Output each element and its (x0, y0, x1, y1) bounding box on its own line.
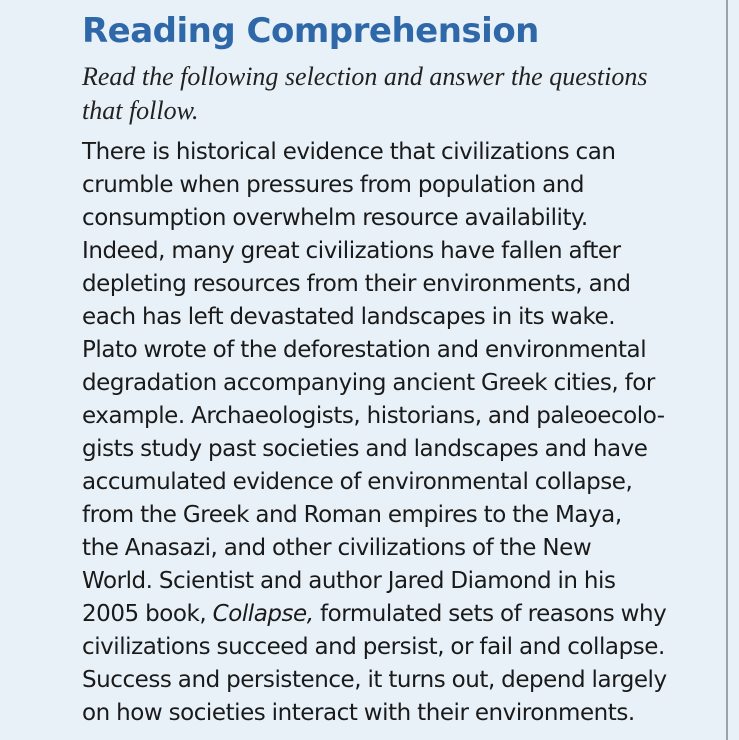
passage-line: on how societies interact with their environments. (82, 700, 635, 726)
right-margin-rule (726, 0, 728, 740)
passage-line: World. Scientist and author Jared Diamond in his (82, 568, 616, 594)
passage-line: the Anasazi, and other civilizations of the New (82, 535, 592, 561)
book-title: Collapse, (212, 601, 314, 627)
passage-line: Success and persistence, it turns out, depend largely (82, 667, 667, 693)
passage-line (82, 598, 722, 631)
passage-line: crumble when pressures from population and (82, 172, 585, 198)
passage-text: formulated sets of reasons why (313, 601, 667, 627)
passage (82, 136, 722, 730)
reading-section (82, 8, 722, 730)
passage-line: Plato wrote of the deforestation and environmental (82, 337, 647, 363)
passage-line: gists study past societies and landscapes and have (82, 436, 648, 462)
passage-line: degradation accompanying ancient Greek cities, for (82, 370, 655, 396)
passage-line: from the Greek and Roman empires to the Maya, (82, 502, 622, 528)
passage-line: accumulated evidence of environmental collapse, (82, 469, 633, 495)
section-heading: Reading Comprehension (82, 11, 539, 51)
instructions (82, 60, 722, 128)
passage-line: Indeed, many great civilizations have fallen after (82, 238, 621, 264)
instructions-line: Read the following selection and answer the questions (82, 62, 648, 91)
passage-line: There is historical evidence that civilizations can (82, 139, 616, 165)
passage-line: civilizations succeed and persist, or fail and collapse. (82, 634, 665, 660)
passage-line: depleting resources from their environments, and (82, 271, 631, 297)
passage-line: each has left devastated landscapes in its wake. (82, 304, 616, 330)
passage-text: 2005 book, (82, 601, 213, 627)
instructions-line: that follow. (82, 96, 199, 125)
passage-line: consumption overwhelm resource availability. (82, 205, 588, 231)
passage-line: example. Archaeologists, historians, and paleoecolo- (82, 403, 665, 429)
